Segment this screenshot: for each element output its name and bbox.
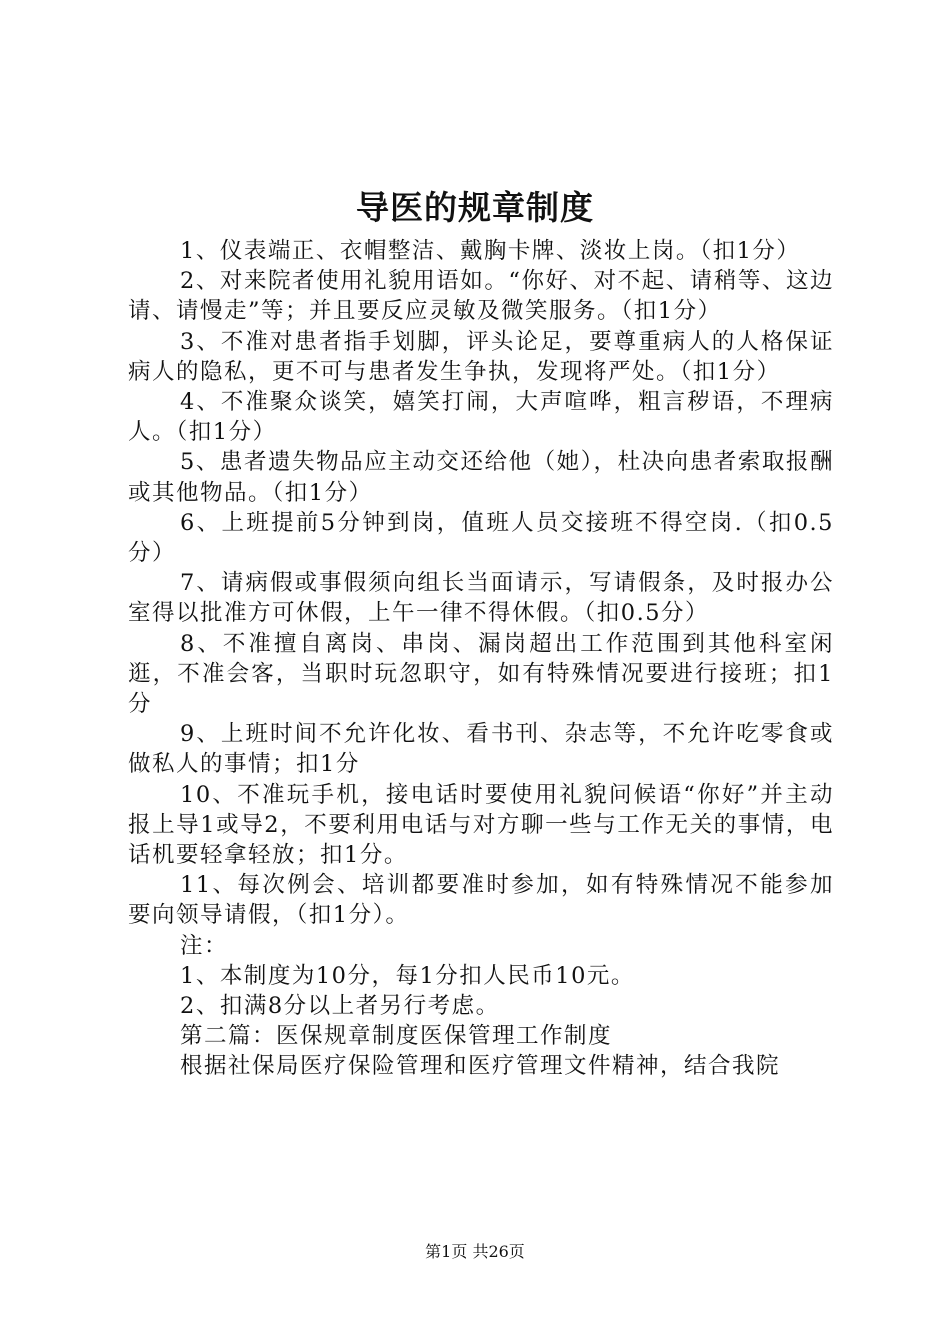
rule-4: 4、不准聚众谈笑，嬉笑打闹，大声喧哗，粗言秽语，不理病人。（扣1分） [128, 389, 834, 446]
rule-10: 10、不准玩手机，接电话时要使用礼貌问候语“你好”并主动报上导1或导2，不要利用电话与对方聊一些与工作无关的事情，电话机要轻拿轻放；扣1分。 [128, 781, 834, 869]
rule-3: 3、不准对患者指手划脚，评头论足，要尊重病人的人格保证病人的隐私，更不可与患者发生争执，发现将严处。（扣1分） [128, 328, 834, 385]
rule-1: 1、仪表端正、衣帽整洁、戴胸卡牌、淡妆上岗。（扣1分） [180, 238, 801, 264]
rule-9: 9、上班时间不允许化妆、看书刊、杂志等，不允许吃零食或做私人的事情；扣1分 [128, 721, 834, 778]
rule-11: 11、每次例会、培训都要准时参加，如有特殊情况不能参加要向领导请假，（扣1分）。 [128, 872, 834, 929]
rule-7: 7、请病假或事假须向组长当面请示，写请假条，及时报办公室得以批准方可休假，上午一律不得休假。（扣0.5分） [128, 570, 834, 627]
section-two-heading: 第二篇：医保规章制度医保管理工作制度 [180, 1023, 613, 1050]
page-footer: 第1页 共26页 [425, 1242, 525, 1261]
rule-2: 2、对来院者使用礼貌用语如。“你好、对不起、请稍等、这边请、请慢走”等；并且要反应灵敏及微笑服务。（扣1分） [128, 268, 834, 325]
rule-8: 8、不准擅自离岗、串岗、漏岗超出工作范围到其他科室闲逛，不准会客，当职时玩忽职守，如有特殊情况要进行接班；扣1分 [128, 630, 834, 718]
note-heading: 注： [180, 932, 229, 959]
rule-6: 6、上班提前5分钟到岗，值班人员交接班不得空岗.（扣0.5分） [128, 509, 834, 567]
section-two-intro: 根据社保局医疗保险管理和医疗管理文件精神，结合我院 [180, 1053, 781, 1080]
note-1: 1、本制度为10分，每1分扣人民币10元。 [180, 962, 635, 989]
document-body [128, 236, 834, 1082]
document-title: 导医的规章制度 [356, 188, 594, 227]
rule-5: 5、患者遗失物品应主动交还给他（她），杜决向患者索取报酬或其他物品。（扣1分） [128, 449, 834, 506]
note-2: 2、扣满8分以上者另行考虑。 [180, 993, 500, 1020]
